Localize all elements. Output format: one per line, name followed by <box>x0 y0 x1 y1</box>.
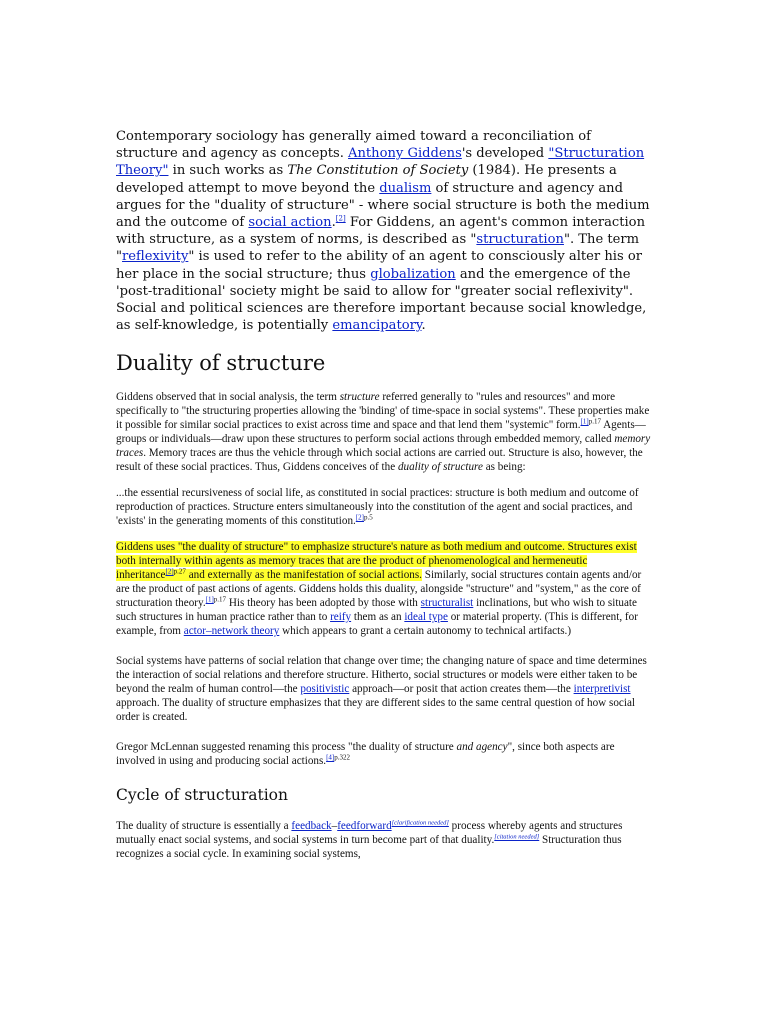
italic-term: memory traces <box>116 433 651 460</box>
text: ...the essential recursiveness of social life, as constituted in social practices: structure is both medium and outcome of reproduction of practices. Structure enters simultaneously into the constitution of the agent and social practices, and 'exists' in the generating moments of this constitution. <box>116 487 639 528</box>
paragraph-mclennan <box>116 740 652 768</box>
paragraph-duality-usage <box>116 540 652 638</box>
text: which appears to grant a certain autonomy to technical artifacts.) <box>279 625 572 638</box>
text: or material property. (This is different, for example, from <box>116 611 638 638</box>
clarification-needed-link[interactable]: [clarification needed] <box>391 819 449 827</box>
link-ideal-type[interactable]: ideal type <box>404 611 448 624</box>
text: Giddens uses "the duality of structure" to emphasize structure's nature as both medium and outcome. Structures exist both internally within agents as memory traces that are the product of phenomenological and hermeneutic inheritance <box>116 541 637 582</box>
text: – <box>331 820 338 833</box>
reference-link[interactable]: [1] <box>580 417 589 426</box>
page-number: p.27 <box>173 567 186 576</box>
paragraph-structure-definition <box>116 390 652 474</box>
text: The duality of structure is essentially a <box>116 820 292 833</box>
link-social-action[interactable]: social action <box>248 215 332 231</box>
text: His theory has been adopted by those with <box>226 597 421 610</box>
link-emancipatory[interactable]: emancipatory <box>332 318 422 334</box>
text: Contemporary sociology has generally aimed toward a reconciliation of structure and agency as concepts. <box>116 129 592 162</box>
link-anthony-giddens[interactable]: Anthony Giddens <box>348 146 462 162</box>
text: approach—or posit that action creates them—the <box>349 683 574 696</box>
text: them as an <box>351 611 405 624</box>
text: Giddens observed that in social analysis, the term <box>116 391 340 404</box>
text: ", since both aspects are involved in using and producing social actions. <box>116 741 615 768</box>
reference-link[interactable]: [4] <box>326 753 335 762</box>
reference-link[interactable]: [1] <box>205 595 214 604</box>
page-number: p.322 <box>334 753 351 762</box>
text: 's developed <box>461 146 549 162</box>
text: Structuration thus recognizes a social cycle. In examining social systems, <box>116 834 622 861</box>
text: Agents—groups or individuals—draw upon these structures to perform social actions through embedded memory, called <box>116 419 646 446</box>
link-positivistic[interactable]: positivistic <box>300 683 350 696</box>
text: ". The term " <box>116 232 640 265</box>
link-reify[interactable]: reify <box>330 611 352 624</box>
link-globalization[interactable]: globalization <box>370 266 456 282</box>
link-interpretivist[interactable]: interpretivist <box>573 683 631 696</box>
text: Similarly, social structures contain agents and/or are the product of past actions of agents. Giddens holds this duality, alongside "structure" and "system," as the core of structuration theory. <box>116 569 642 610</box>
text: Gregor McLennan suggested renaming this process "the duality of structure <box>116 741 457 754</box>
reference-link[interactable]: [2] <box>355 513 364 522</box>
reference-link[interactable]: [2] <box>335 214 346 223</box>
intro-paragraph <box>116 128 652 334</box>
link-feedback[interactable]: feedback <box>291 820 332 833</box>
text: of structure and agency and argues for the "duality of structure" - where social structure is both the medium and the outcome of <box>116 180 650 231</box>
text: For Giddens, an agent's common interaction with structure, as a system of norms, is described as " <box>116 215 645 248</box>
link-structuration[interactable]: structuration <box>476 232 564 248</box>
text: and the emergence of the 'post-traditional' society might be said to allow for "greater social reflexivity". Social and political sciences are therefore important because social knowledge, as self-knowledge, is potentially <box>116 266 647 334</box>
paragraph-social-systems <box>116 654 652 724</box>
text: referred generally to "rules and resources" and more specifically to "the structuring properties allowing the 'binding' of time-space in social systems". These properties make it possible for similar social practices to exist across time and space and that lend them "systemic" form. <box>116 391 650 432</box>
text: . Memory traces are thus the vehicle through which social actions are carried out. Structure is also, however, the result of these social practices. Thus, Giddens conceives of the <box>116 447 643 474</box>
page-number: p.17 <box>588 417 601 426</box>
link-actor-network-theory[interactable]: actor–network theory <box>183 625 280 638</box>
italic-term: and agency <box>456 741 508 754</box>
text: . <box>331 215 336 231</box>
link-structuration-theory[interactable]: "Structuration Theory" <box>116 146 645 179</box>
text: . <box>421 318 426 334</box>
link-feedforward[interactable]: feedforward <box>337 820 392 833</box>
book-title: The Constitution of Society <box>287 163 469 179</box>
section-heading-duality: Duality of structure <box>116 351 326 376</box>
text: and externally as the manifestation of social actions. <box>185 569 422 582</box>
document-page <box>116 128 652 861</box>
text: Social systems have patterns of social relation that change over time; the changing nature of space and time determines the interaction of social relations and therefore structure. Hitherto, social structures or models were either taken to be beyond the realm of human control—the <box>116 655 647 696</box>
link-dualism[interactable]: dualism <box>379 180 432 196</box>
text: as being: <box>482 461 526 474</box>
text: inclinations, but who wish to situate such structures in human practice rather than to <box>116 597 637 624</box>
link-reflexivity[interactable]: reflexivity <box>122 249 189 265</box>
page-number: p.17 <box>213 595 227 604</box>
text: (1984). He presents a developed attempt to move beyond the <box>116 163 617 196</box>
reference-link[interactable]: [2] <box>165 567 174 576</box>
text: in such works as <box>168 163 288 179</box>
text: " is used to refer to the ability of an agent to consciously alter his or her place in the social structure; thus <box>116 249 642 282</box>
italic-term: duality of structure <box>397 461 483 474</box>
section-heading-cycle: Cycle of structuration <box>116 786 288 805</box>
citation-needed-link[interactable]: [citation needed] <box>494 833 540 841</box>
quote-paragraph <box>116 486 652 528</box>
text: process whereby agents and structures mutually enact social systems, and social systems in turn become part of that duality. <box>116 820 623 847</box>
text: approach. The duality of structure emphasizes that they are different sides to the same central question of how social order is created. <box>116 697 636 724</box>
link-structuralist[interactable]: structuralist <box>420 597 474 610</box>
page-number: p.5 <box>363 513 373 522</box>
paragraph-cycle <box>116 819 652 861</box>
italic-term: structure <box>339 391 380 404</box>
